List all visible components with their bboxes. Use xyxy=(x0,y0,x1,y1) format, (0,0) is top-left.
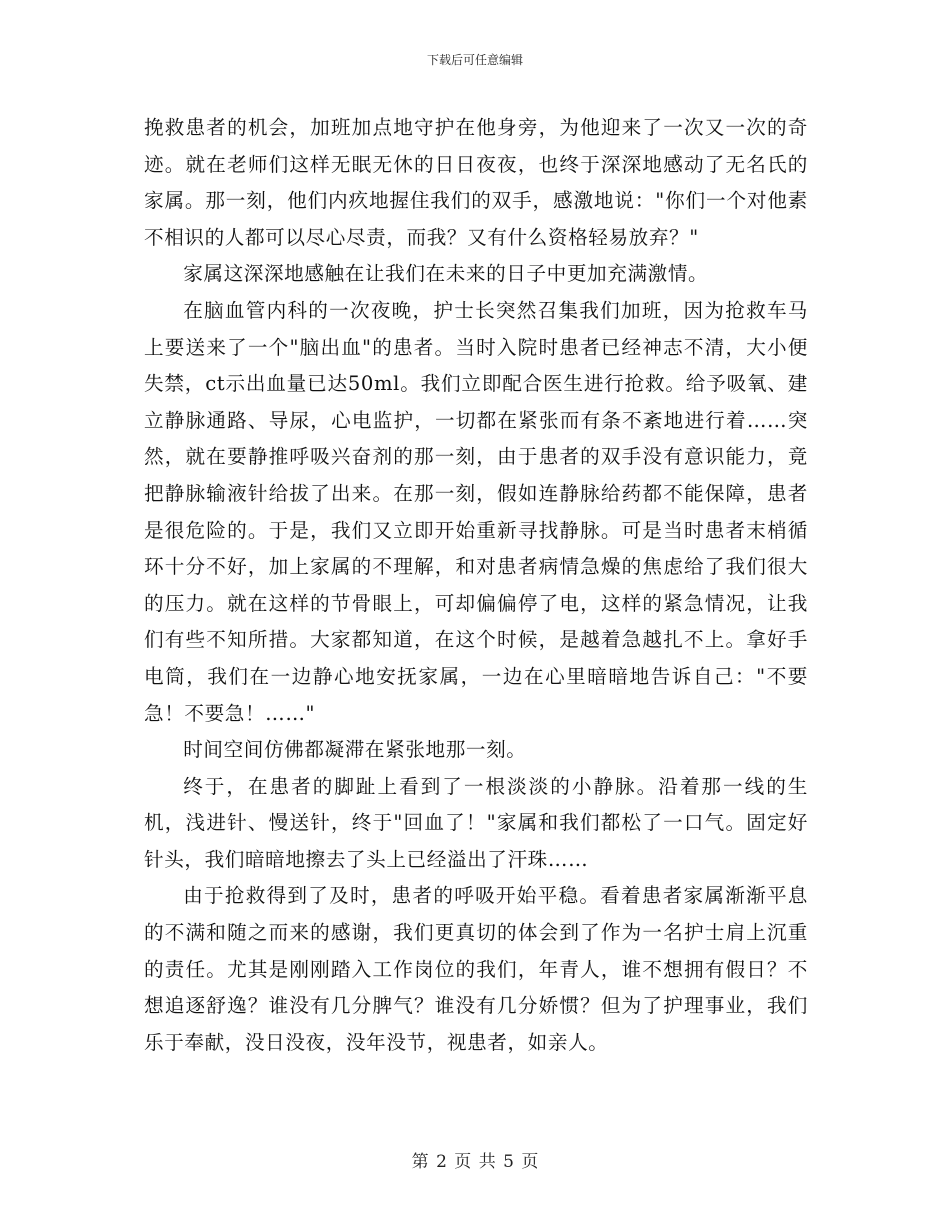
paragraph: 时间空间仿佛都凝滞在紧张地那一刻。 xyxy=(183,738,527,762)
paragraph: 在脑血管内科的一次夜晚，护士长突然召集我们加班，因为抢救车马上要送来了一个"脑出血"的患者。当时入院时患者已经神志不清，大小便失禁，ct示出血量已达50ml。我们立即配合医生进行抢救。给予吸氧、建立静脉通路、导尿，心电监护，一切都在紧张而有条不紊地进行着……突然，就在要静推呼吸兴奋剂的那一刻，由于患者的双手没有意识能力，竟把静脉输液针给拔了出来。在那一刻，假如连静脉给药都不能保障，患者是很危险的。于是，我们又立即开始重新寻找静脉。可是当时患者末梢循环十分不好，加上家属的不理解，和对患者病情急燥的焦虑给了我们很大的压力。就在这样的节骨眼上，可却偏偏停了电，这样的紧急情况，让我们有些不知所措。大家都知道，在这个时候，是越着急越扎不上。拿好手电筒，我们在一边静心地安抚家属，一边在心里暗暗地告诉自己："不要急！不要急！……" xyxy=(144,298,808,725)
paragraph: 挽救患者的机会，加班加点地守护在他身旁，为他迎来了一次又一次的奇迹。就在老师们这样无眠无休的日日夜夜，也终于深深地感动了无名氏的家属。那一刻，他们内疚地握住我们的双手，感激地说："你们一个对他素不相识的人都可以尽心尽责，而我？又有什么资格轻易放弃？" xyxy=(144,116,808,249)
paragraph: 由于抢救得到了及时，患者的呼吸开始平稳。看着患者家属渐渐平息的不满和随之而来的感谢，我们更真切的体会到了作为一名护士肩上沉重的责任。尤其是刚刚踏入工作岗位的我们，年青人，谁不想拥有假日？不想追逐舒逸？谁没有几分脾气？谁没有几分娇惯？但为了护理事业，我们乐于奉献，没日没夜，没年没节，视患者，如亲人。 xyxy=(144,884,808,1054)
page-header: 下载后可任意编辑 xyxy=(426,53,523,67)
paragraph: 家属这深深地感触在让我们在未来的日子中更加充满激情。 xyxy=(183,262,709,286)
page-number: 第 2 页 共 5 页 xyxy=(411,1152,539,1172)
paragraph: 终于，在患者的脚趾上看到了一根淡淡的小静脉。沿着那一线的生机，浅进针、慢送针，终于"回血了！"家属和我们都松了一口气。固定好针头，我们暗暗地擦去了头上已经溢出了汗珠…… xyxy=(144,774,808,871)
document-body xyxy=(144,110,808,1061)
